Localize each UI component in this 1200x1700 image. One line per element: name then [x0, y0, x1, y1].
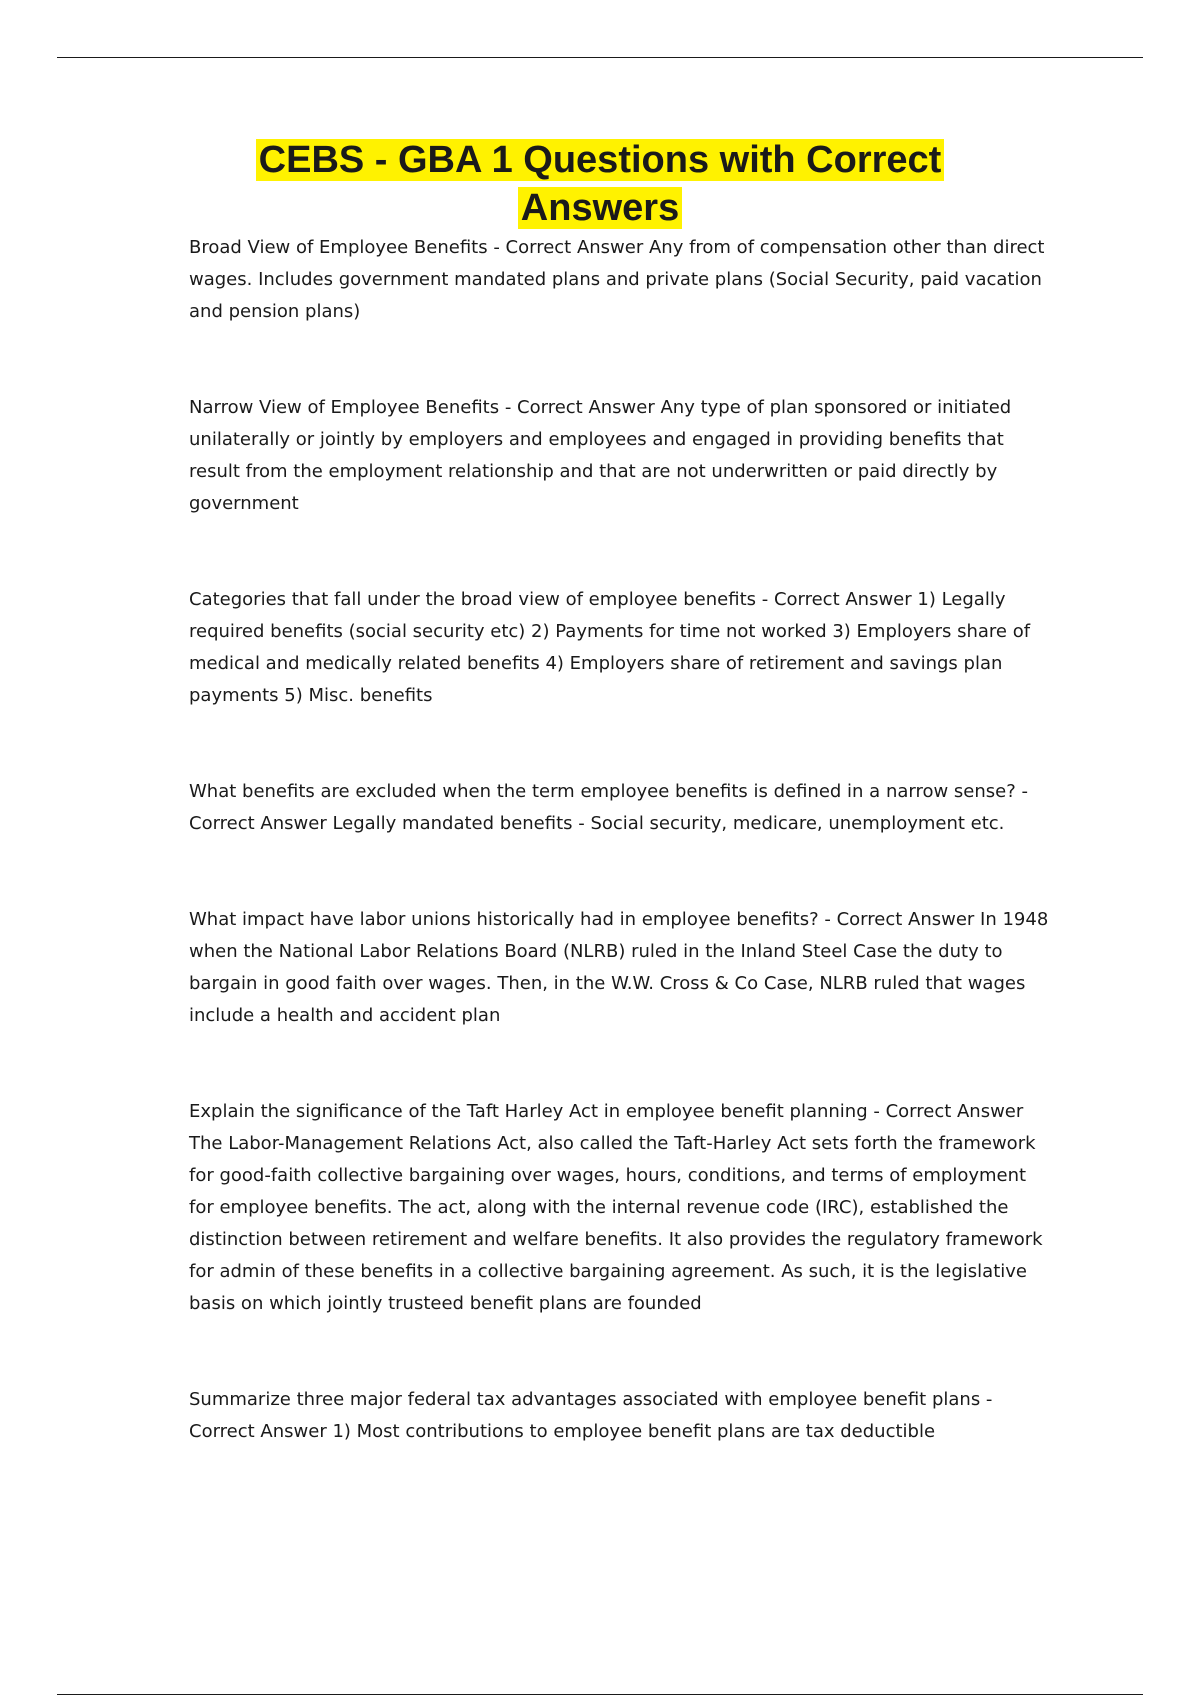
- qa-entry: Broad View of Employee Benefits - Correct Answer Any from of compensation other than direct wages. Includes government mandated plans and private plans (Social Security, paid vacation and pension plans): [189, 237, 1045, 322]
- qa-entry: Categories that fall under the broad view of employee benefits - Correct Answer 1) Legally required benefits (social security etc) 2) Payments for time not worked 3) Employers share of medical and medically related benefits 4) Employers share of retirement and savings plan payments 5) Misc. benefits: [189, 589, 1031, 706]
- qa-list: [189, 232, 1049, 1448]
- document-title: [210, 136, 990, 232]
- qa-entry: What impact have labor unions historically had in employee benefits? - Correct Answer In 1948 when the National Labor Relations Board (NLRB) ruled in the Inland Steel Case the duty to bargain in good faith over wages. Then, in the W.W. Cross & Co Case, NLRB ruled that wages include a health and accident plan: [189, 909, 1049, 1026]
- top-divider: [57, 57, 1143, 58]
- qa-entry: Summarize three major federal tax advantages associated with employee benefit plans - Correct Answer 1) Most contributions to employee benefit plans are tax deductible: [189, 1389, 993, 1442]
- title-block: [210, 136, 990, 232]
- qa-entry: Explain the significance of the Taft Harley Act in employee benefit planning - Correct Answer The Labor-Management Relations Act, also called the Taft-Harley Act sets forth the framework for good-faith collective bargaining over wages, hours, conditions, and terms of employment for employee benefits. The act, along with the internal revenue code (IRC), established the distinction between retirement and welfare benefits. It also provides the regulatory framework for admin of these benefits in a collective bargaining agreement. As such, it is the legislative basis on which jointly trusteed benefit plans are founded: [189, 1101, 1043, 1314]
- bottom-divider: [57, 1694, 1143, 1695]
- qa-entry: What benefits are excluded when the term employee benefits is defined in a narrow sense? - Correct Answer Legally mandated benefits - Social security, medicare, unemployment etc.: [189, 781, 1029, 834]
- highlighted-title-text: CEBS - GBA 1 Questions with Correct Answers: [256, 139, 945, 229]
- qa-entry: Narrow View of Employee Benefits - Correct Answer Any type of plan sponsored or initiated unilaterally or jointly by employers and employees and engaged in providing benefits that result from the employment relationship and that are not underwritten or paid directly by government: [189, 397, 1012, 514]
